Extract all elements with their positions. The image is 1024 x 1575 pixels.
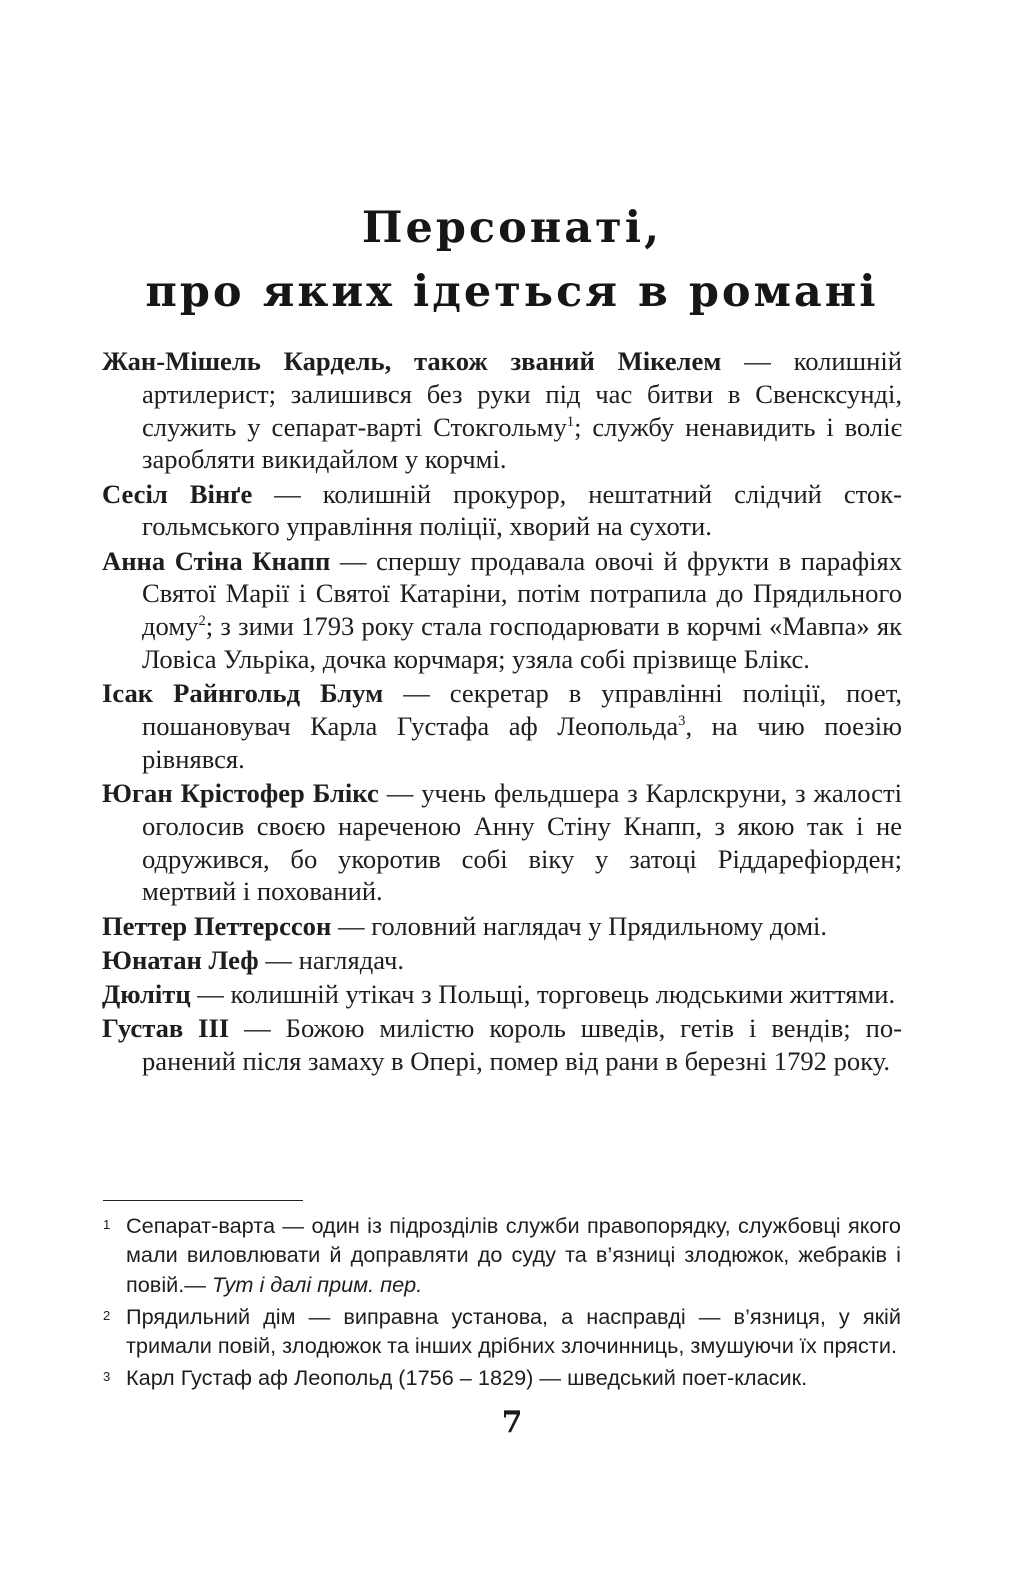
character-name: Юнатан Леф bbox=[102, 944, 259, 975]
footnote-text: Сепарат-варта — один із підрозділів служби правопорядку, службовці якого мали виловлювати й доправляти до суду та в’язниці злодюжок, жебраків і повій.— bbox=[126, 1213, 901, 1297]
footnotes bbox=[103, 1211, 901, 1396]
character-name: Сесіл Вінґе bbox=[102, 478, 253, 509]
character-description: — наглядач. bbox=[258, 944, 404, 975]
footnote-text: Прядильний дім — виправна установа, а насправді — в’язниця, у якій тримали повій, злодюжок та інших дрібних злочинниць, змушуючи їх прясти. bbox=[126, 1303, 901, 1359]
character-name: Юган Крістофер Блікс bbox=[102, 777, 379, 808]
character-name: Ісак Райнгольд Блум bbox=[102, 678, 384, 709]
character-entry bbox=[102, 944, 902, 977]
character-description: — Божою милістю король шведів, гетів і вендів; поранений після замаху в Опері, помер від рани в березні 1792 року. bbox=[142, 1013, 902, 1076]
character-entry bbox=[102, 545, 902, 676]
character-entry bbox=[102, 1012, 902, 1078]
footnote-ref[interactable]: 1 bbox=[566, 413, 575, 430]
chapter-title-line-1: Персонаті, bbox=[361, 203, 663, 253]
footnote bbox=[103, 1363, 901, 1392]
character-name: Дюлітц bbox=[102, 978, 191, 1009]
chapter-title bbox=[100, 196, 924, 324]
footnote-text: Карл Густаф аф Леопольд (1756 – 1829) — шведський поет-класик. bbox=[126, 1365, 808, 1391]
character-list bbox=[102, 345, 902, 1079]
character-name: Анна Стіна Кнапп bbox=[102, 545, 331, 576]
character-entry bbox=[102, 345, 902, 476]
chapter-title-line-2: про яких ідеться в романі bbox=[145, 267, 879, 317]
character-description: — учень фельдшера з Карлскруни, з жалості оголосив своєю нареченою Анну Стіну Кнапп, з якою так і не одружився, бо укоротив собі віку у затоці Ріддарефіорден; мертвий і похований. bbox=[142, 777, 902, 907]
character-name: Петтер Петтерссон bbox=[102, 910, 332, 941]
footnote-number: 1 bbox=[103, 1217, 111, 1232]
footnote-separator bbox=[103, 1200, 303, 1201]
character-description: — колишній артилерист; залишився без руки під час битви в Свенсксунді, служить у сепарат-варті Стокгольму bbox=[142, 346, 902, 442]
character-name: Густав III bbox=[102, 1013, 230, 1044]
character-description-cont: , на чию поезію рівнявся. bbox=[142, 710, 902, 774]
character-description: — секретар в управлінні поліції, поет, пошановувач Карла Густафа аф Леопольда bbox=[142, 678, 903, 741]
footnote-number: 3 bbox=[103, 1369, 111, 1385]
character-description-cont: ; з зими 1793 року стала господарювати в корчмі «Мавпа» як Ловіса Ульріка, дочка корчмаря; узяла собі прізвище Блікс. bbox=[142, 611, 902, 674]
footnote bbox=[103, 1211, 901, 1299]
character-entry bbox=[102, 978, 902, 1011]
character-entry bbox=[102, 777, 902, 908]
character-entry bbox=[102, 677, 902, 775]
footnote-italic-note: Тут і далі прим. пер. bbox=[212, 1271, 423, 1297]
character-description: — спершу продавала овочі й фрукти в парафіях Святої Марії і Святої Катаріни, потім потрапила до Прядильного дому bbox=[142, 545, 902, 642]
character-description: — головний наглядач у Прядильному домі. bbox=[331, 910, 828, 941]
character-name: Жан-Мішель Кардель, також званий Мікелем bbox=[102, 346, 722, 376]
page-number: 7 bbox=[501, 1405, 523, 1440]
character-entry bbox=[102, 478, 902, 544]
character-entry bbox=[102, 910, 902, 943]
footnote-ref[interactable]: 3 bbox=[678, 713, 686, 730]
footnote-ref[interactable]: 2 bbox=[198, 613, 206, 630]
character-description: — колишній прокурор, нештатний слідчий стокгольмського управління поліції, хворий на сухоти. bbox=[142, 478, 902, 542]
footnote-number: 2 bbox=[103, 1307, 111, 1323]
character-description: — колишній утікач з Польщі, торговець людськими життями. bbox=[190, 978, 896, 1009]
character-description-cont: ; службу ненавидить і воліє заробляти викидайлом у корчмі. bbox=[142, 411, 902, 475]
footnote bbox=[103, 1302, 901, 1361]
